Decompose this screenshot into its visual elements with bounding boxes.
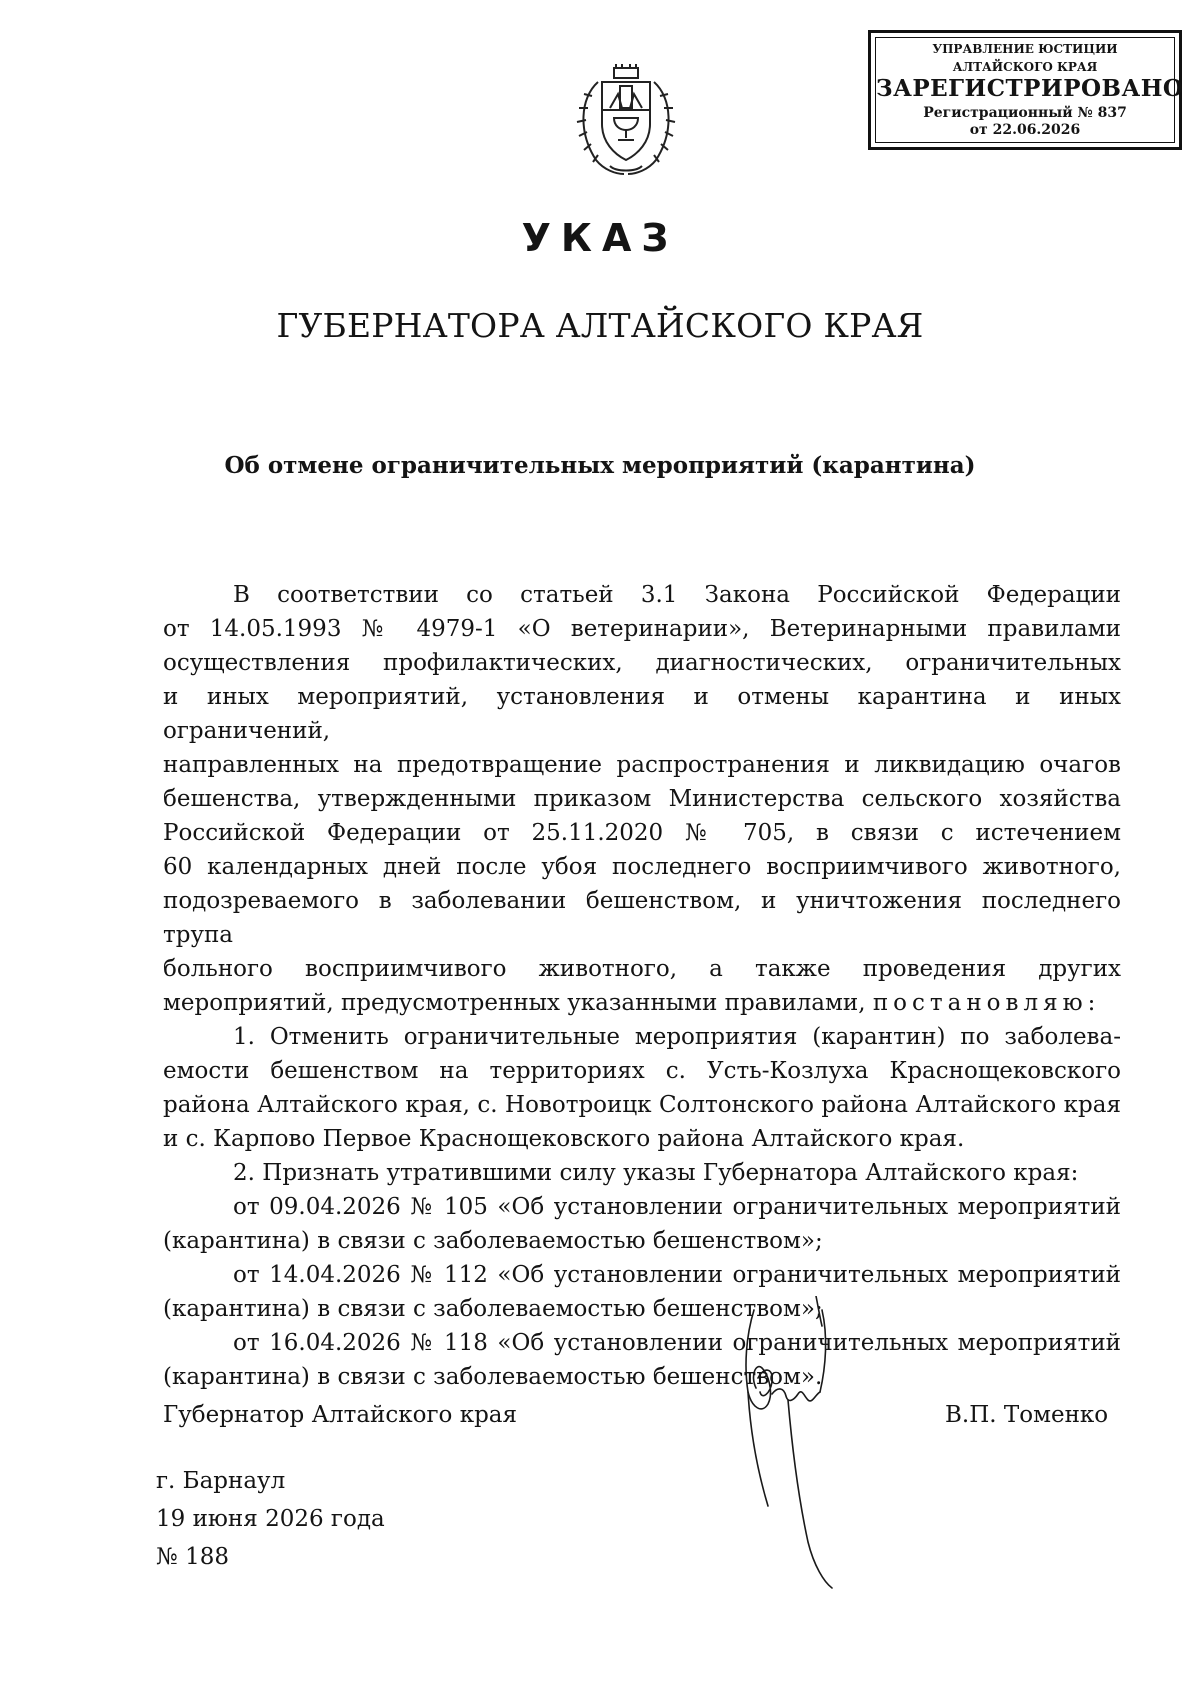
preamble-line: подозреваемого в заболевании бешенством, и уничтожения последнего трупа xyxy=(163,888,1121,948)
stamp-line1: УПРАВЛЕНИЕ ЮСТИЦИИ xyxy=(932,42,1118,56)
preamble-line: бешенства, утвержденными приказом Министерства сельского хозяйства xyxy=(163,786,1121,812)
stamp-reg-number: Регистрационный № 837 xyxy=(923,105,1127,121)
decree-ref-line2: (карантина) в связи с заболеваемостью бешенством»; xyxy=(163,1228,823,1254)
preamble-line: направленных на предотвращение распространения и ликвидацию очагов xyxy=(163,752,1121,778)
coat-of-arms-icon xyxy=(566,62,686,178)
place-date-number xyxy=(156,1462,385,1576)
decree-subject: Об отмене ограничительных мероприятий (карантина) xyxy=(224,452,976,479)
stamp-line2: АЛТАЙСКОГО КРАЯ xyxy=(952,60,1098,74)
preamble-line: больного восприимчивого животного, а также проведения других xyxy=(163,956,1121,982)
decree-ref-line1: от 09.04.2026 № 105 «Об установлении ограничительных мероприятий xyxy=(233,1194,1121,1220)
decree-ref-line1: от 16.04.2026 № 118 «Об установлении ограничительных мероприятий xyxy=(233,1330,1121,1356)
item1-line: 1. Отменить ограничительные мероприятия (карантин) по заболева- xyxy=(233,1024,1121,1050)
item1-line: емости бешенством на территориях с. Усть-Козлуха Краснощековского xyxy=(163,1058,1121,1084)
stamp-status: ЗАРЕГИСТРИРОВАНО xyxy=(876,75,1184,102)
issuer-heading: ГУБЕРНАТОРА АЛТАЙСКОГО КРАЯ xyxy=(276,306,924,345)
decree-ref-line2: (карантина) в связи с заболеваемостью бешенством». xyxy=(163,1364,823,1390)
stamp-date: от 22.06.2026 xyxy=(969,122,1081,138)
decree-body xyxy=(163,578,1121,1394)
preamble-line: от 14.05.1993 № 4979-1 «О ветеринарии», Ветеринарными правилами xyxy=(163,616,1121,642)
decree-ref-line1: от 14.04.2026 № 112 «Об установлении ограничительных мероприятий xyxy=(233,1262,1121,1288)
handwritten-signature xyxy=(728,1296,858,1596)
signatory-name: В.П. Томенко xyxy=(945,1402,1109,1428)
preamble-line: Российской Федерации от 25.11.2020 № 705, в связи с истечением xyxy=(163,820,1121,846)
registration-stamp xyxy=(868,30,1182,150)
preamble-line: В соответствии со статьей 3.1 Закона Российской Федерации xyxy=(233,582,1121,608)
preamble-line: осуществления профилактических, диагностических, ограничительных xyxy=(163,650,1121,676)
signatory-title: Губернатор Алтайского края xyxy=(163,1402,518,1428)
document-type-title: УКАЗ xyxy=(521,216,679,260)
city: г. Барнаул xyxy=(156,1468,286,1494)
preamble-last-text: мероприятий, предусмотренных указанными правилами, xyxy=(163,990,866,1016)
preamble-line: и иных мероприятий, установления и отмены карантина и иных ограничений, xyxy=(163,684,1121,744)
postanovlyayu-word: постановляю: xyxy=(872,990,1101,1016)
item1-last-line: и с. Карпово Первое Краснощековского района Алтайского края. xyxy=(163,1126,965,1152)
preamble-line: 60 календарных дней после убоя последнего восприимчивого животного, xyxy=(163,854,1121,880)
stamp-inner-frame xyxy=(875,37,1184,143)
decree-number: № 188 xyxy=(156,1544,229,1570)
item2-heading: 2. Признать утратившими силу указы Губернатора Алтайского края: xyxy=(233,1160,1079,1186)
item1-line: района Алтайского края, с. Новотроицк Солтонского района Алтайского края xyxy=(163,1092,1121,1118)
decree-ref-line2: (карантина) в связи с заболеваемостью бешенством»; xyxy=(163,1296,823,1322)
preamble-last-line xyxy=(163,986,1121,1020)
decree-date: 19 июня 2026 года xyxy=(156,1506,385,1532)
